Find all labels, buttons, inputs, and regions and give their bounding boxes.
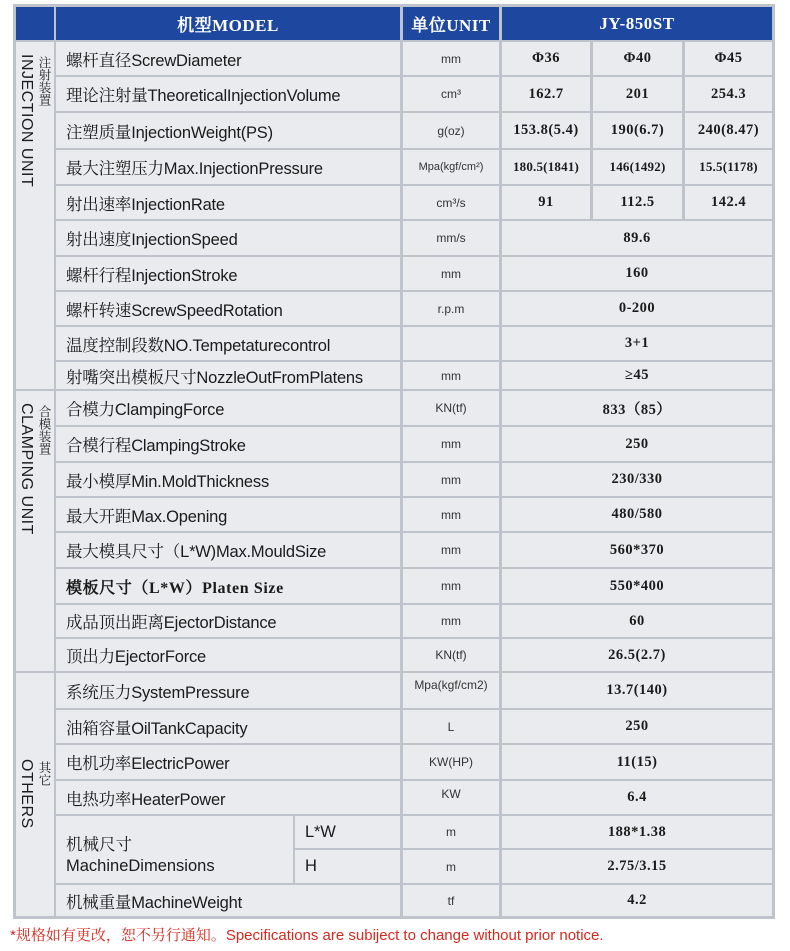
- group-others: [16, 673, 54, 916]
- row-unit-temp-control: [403, 327, 499, 360]
- row-unit-injection-rate: cm³/s: [403, 186, 499, 219]
- group-others-cn: 其它: [37, 761, 51, 786]
- row-name-injection-rate: 射出速率InjectionRate: [56, 186, 400, 219]
- row-name-injection-volume: 理论注射量TheoreticalInjectionVolume: [56, 77, 400, 111]
- row-value-screw-diameter-1: Φ36: [502, 42, 590, 75]
- row-unit-mold-thickness: mm: [403, 463, 499, 496]
- row-unit-injection-stroke: mm: [403, 257, 499, 290]
- row-name-clamping-stroke: 合模行程ClampingStroke: [56, 427, 400, 461]
- row-name-injection-stroke: 螺杆行程InjectionStroke: [56, 257, 400, 290]
- row-value-clamping-force: 833（85）: [502, 391, 772, 425]
- row-name-ejector-distance: 成品顶出距离EjectorDistance: [56, 605, 400, 637]
- row-unit-platen-size: mm: [403, 569, 499, 603]
- row-value-ejector-force: 26.5(2.7): [502, 639, 772, 671]
- group-injection: [16, 42, 54, 389]
- row-value-screw-speed: 0-200: [502, 292, 772, 325]
- row-name-oil-tank: 油箱容量OilTankCapacity: [56, 710, 400, 743]
- row-name-clamping-force: 合模力ClampingForce: [56, 391, 400, 425]
- row-name-machine-weight: 机械重量MachineWeight: [56, 885, 400, 916]
- row-value-injection-pressure-2: 146(1492): [593, 150, 682, 184]
- row-name-electric-power: 电机功率ElectricPower: [56, 745, 400, 779]
- row-unit-heater-power: KW: [403, 781, 499, 814]
- row-value-injection-weight-2: 190(6.7): [593, 113, 682, 148]
- row-value-system-pressure: 13.7(140): [502, 673, 772, 708]
- row-unit-max-opening: mm: [403, 498, 499, 531]
- row-unit-injection-weight: g(oz): [403, 113, 499, 148]
- row-unit-system-pressure: Mpa(kgf/cm2): [403, 673, 499, 708]
- machine-dimensions-cn: 机械尺寸: [66, 835, 132, 854]
- machine-dimensions-h-unit: m: [403, 850, 499, 883]
- row-value-temp-control: 3+1: [502, 327, 772, 360]
- header-machine: JY-850ST: [502, 7, 772, 40]
- row-value-injection-weight-3: 240(8.47): [685, 113, 772, 148]
- row-value-screw-diameter-2: Φ40: [593, 42, 682, 75]
- row-value-injection-rate-2: 112.5: [593, 186, 682, 219]
- row-value-machine-weight: 4.2: [502, 885, 772, 916]
- row-unit-clamping-stroke: mm: [403, 427, 499, 461]
- row-value-nozzle-out: ≥45: [502, 362, 772, 389]
- row-value-platen-size: 550*400: [502, 569, 772, 603]
- row-unit-ejector-force: KN(tf): [403, 639, 499, 671]
- group-injection-cn: 注射装置: [37, 56, 51, 106]
- row-value-max-opening: 480/580: [502, 498, 772, 531]
- row-value-injection-volume-3: 254.3: [685, 77, 772, 111]
- machine-dimensions-h-label: H: [295, 850, 400, 883]
- row-unit-screw-diameter: mm: [403, 42, 499, 75]
- machine-dimensions-lw-label: L*W: [295, 816, 400, 848]
- row-unit-electric-power: KW(HP): [403, 745, 499, 779]
- row-value-oil-tank: 250: [502, 710, 772, 743]
- row-value-injection-stroke: 160: [502, 257, 772, 290]
- row-value-ejector-distance: 60: [502, 605, 772, 637]
- row-value-heater-power: 6.4: [502, 781, 772, 814]
- header-unit: 单位UNIT: [403, 7, 499, 40]
- row-name-injection-weight: 注塑质量InjectionWeight(PS): [56, 113, 400, 148]
- row-name-ejector-force: 顶出力EjectorForce: [56, 639, 400, 671]
- group-injection-en: INJECTION UNIT: [18, 54, 35, 188]
- spec-table: [13, 4, 775, 919]
- group-clamping-en: CLAMPING UNIT: [18, 403, 35, 535]
- row-name-nozzle-out: 射嘴突出模板尺寸NozzleOutFromPlatens: [56, 362, 400, 389]
- row-value-mould-size: 560*370: [502, 533, 772, 567]
- row-name-system-pressure: 系统压力SystemPressure: [56, 673, 400, 708]
- group-others-en: OTHERS: [18, 759, 35, 829]
- row-unit-nozzle-out: mm: [403, 362, 499, 389]
- machine-dimensions-h-value: 2.75/3.15: [502, 850, 772, 883]
- group-clamping-cn: 合模装置: [37, 405, 51, 455]
- row-name-injection-pressure: 最大注塑压力Max.InjectionPressure: [56, 150, 400, 184]
- row-value-injection-pressure-3: 15.5(1178): [685, 150, 772, 184]
- row-name-max-opening: 最大开距Max.Opening: [56, 498, 400, 531]
- row-name-screw-speed: 螺杆转速ScrewSpeedRotation: [56, 292, 400, 325]
- header-model: 机型MODEL: [56, 7, 400, 40]
- footnote: *规格如有更改，恕不另行通知。Specifications are subiject to change without prior notice.: [10, 927, 604, 944]
- row-value-injection-volume-2: 201: [593, 77, 682, 111]
- row-value-injection-weight-1: 153.8(5.4): [502, 113, 590, 148]
- row-unit-mould-size: mm: [403, 533, 499, 567]
- row-value-injection-rate-3: 142.4: [685, 186, 772, 219]
- row-unit-injection-volume: cm³: [403, 77, 499, 111]
- row-name-mould-size: 最大模具尺寸（L*W)Max.MouldSize: [56, 533, 400, 567]
- row-name-temp-control: 温度控制段数NO.Tempetaturecontrol: [56, 327, 400, 360]
- group-clamping: [16, 391, 54, 671]
- machine-dimensions-lw-unit: m: [403, 816, 499, 848]
- row-name-screw-diameter: 螺杆直径ScrewDiameter: [56, 42, 400, 75]
- row-name-machine-dimensions: [56, 816, 293, 883]
- row-value-injection-volume-1: 162.7: [502, 77, 590, 111]
- row-unit-injection-speed: mm/s: [403, 221, 499, 255]
- row-name-mold-thickness: 最小模厚Min.MoldThickness: [56, 463, 400, 496]
- row-unit-ejector-distance: mm: [403, 605, 499, 637]
- machine-dimensions-en: MachineDimensions: [66, 856, 215, 875]
- row-name-platen-size: 模板尺寸（L*W）Platen Size: [56, 569, 400, 603]
- row-value-electric-power: 11(15): [502, 745, 772, 779]
- row-value-injection-rate-1: 91: [502, 186, 590, 219]
- row-value-injection-pressure-1: 180.5(1841): [502, 150, 590, 184]
- row-value-screw-diameter-3: Φ45: [685, 42, 772, 75]
- row-name-heater-power: 电热功率HeaterPower: [56, 781, 400, 814]
- row-unit-oil-tank: L: [403, 710, 499, 743]
- row-value-mold-thickness: 230/330: [502, 463, 772, 496]
- row-unit-injection-pressure: Mpa(kgf/cm²): [403, 150, 499, 184]
- machine-dimensions-lw-value: 188*1.38: [502, 816, 772, 848]
- row-unit-clamping-force: KN(tf): [403, 391, 499, 425]
- row-value-clamping-stroke: 250: [502, 427, 772, 461]
- row-unit-machine-weight: tf: [403, 885, 499, 916]
- row-unit-screw-speed: r.p.m: [403, 292, 499, 325]
- row-value-injection-speed: 89.6: [502, 221, 772, 255]
- row-name-injection-speed: 射出速度InjectionSpeed: [56, 221, 400, 255]
- header-corner: [16, 7, 54, 40]
